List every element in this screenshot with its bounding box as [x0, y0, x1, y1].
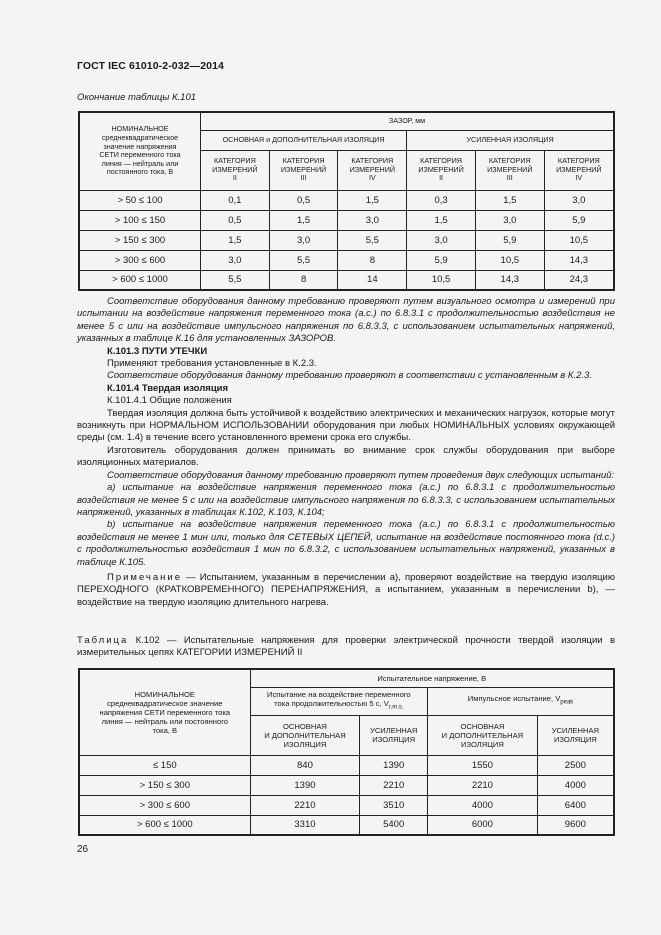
paragraph: Соответствие оборудования данному требованию проверяют путем визуального осмотра и измерений при испытании на воздействие напряжения переменного тока (а.с.) по 6.8.3.1 с продолжительностью воздействия не менее 5 с или на воздействие импульсного напряжения по 6.8.3.3, с использованием испытательных напряжений, указанных в таблице К.16 для установленных ЗАЗОРОВ.: [77, 296, 615, 345]
category-header: КАТЕГОРИЯ ИЗМЕРЕНИЙ III: [269, 150, 338, 190]
paragraph: Соответствие оборудования данному требованию проверяют в соответствии с установленным в К.2.3.: [107, 370, 592, 382]
category-header: КАТЕГОРИЯ ИЗМЕРЕНИЙ III: [475, 150, 544, 190]
body-text: [77, 296, 615, 609]
page-number: 26: [77, 844, 89, 855]
category-header: КАТЕГОРИЯ ИЗМЕРЕНИЙ IV: [338, 150, 407, 190]
paragraph: К.101.4.1 Общие положения: [107, 395, 232, 407]
table-102-caption: Таблица К.102 — Испытательные напряжения для проверки электрической прочности твердой изоляции в измерительных цепях КАТЕГОРИИ ИЗМЕРЕНИЙ II: [77, 635, 615, 659]
note: [77, 572, 615, 609]
basic-insulation-header: ОСНОВНАЯ И ДОПОЛНИТЕЛЬНАЯ ИЗОЛЯЦИЯ: [250, 715, 360, 755]
table-row: > 600 ≤ 1000 5,5 8 14 10,5 14,3 24,3: [79, 270, 614, 290]
group-basic-header: ОСНОВНАЯ и ДОПОЛНИТЕЛЬНАЯ ИЗОЛЯЦИЯ: [201, 130, 407, 150]
page-header: ГОСТ IEC 61010-2-032—2014: [77, 60, 224, 72]
list-item: а) испытание на воздействие напряжения переменного тока (а.с.) по 6.8.3.1 с продолжительностью воздействия не менее 5 с или на воздействие импульсного напряжения по 6.8.3.3, с использованием испытательных напряжений, указанных в таблицах К.102, К.103, К.104;: [77, 482, 615, 518]
group-reinforced-header: УСИЛЕННАЯ ИЗОЛЯЦИЯ: [407, 130, 614, 150]
row-header-cell: НОМИНАЛЬНОЕ среднеквадратическое значение напряжения СЕТИ переменного тока линия — нейтраль или постоянного тока, В: [79, 112, 201, 190]
table-row: > 300 ≤ 600 2210 3510 4000 6400: [79, 795, 614, 815]
category-header: КАТЕГОРИЯ ИЗМЕРЕНИЙ IV: [544, 150, 614, 190]
basic-insulation-header: ОСНОВНАЯ И ДОПОЛНИТЕЛЬНАЯ ИЗОЛЯЦИЯ: [428, 715, 538, 755]
ac-test-header: Испытание на воздействие переменного тока продолжительностью 5 с, $V_{r.m.s.}$: [250, 687, 427, 715]
list-item: b) испытание на воздействие напряжения переменного тока (а.с.) по 6.8.3.1 с продолжительностью воздействия не менее 1 мин или, только для СЕТЕВЫХ ЦЕПЕЙ, испытание на воздействие постоянного тока (d.c.) с продолжительностью воздействия 1 мин по 6.8.3.2, с использованием испытательных напряжений, указанных в таблице К.105.: [77, 519, 615, 568]
table-101-caption: Окончание таблицы К.101: [77, 92, 197, 103]
table-row: > 600 ≤ 1000 3310 5400 6000 9600: [79, 815, 614, 835]
table-row: > 50 ≤ 100 0,1 0,5 1,5 0,3 1,5 3,0: [79, 190, 614, 210]
paragraph: Соответствие оборудования данному требованию проверяют путем проведения двух следующих испытаний:: [107, 469, 615, 481]
section-heading: К.101.4 Твердая изоляция: [107, 382, 229, 394]
table-row: > 300 ≤ 600 3,0 5,5 8 5,9 10,5 14,3: [79, 250, 614, 270]
note-text: — Испытанием, указанным в перечислении а), проверяют воздействие на твердую изоляцию ПЕРЕХОДНОГО (КРАТКОВРЕМЕННОГО) ПЕРЕНАПРЯЖЕНИЯ, а испытанием, указанным в перечислении b), — воздействие на твердую изоляцию длительного нагрева.: [77, 571, 615, 608]
table-101: [78, 111, 615, 291]
note-label: Примечание: [107, 571, 182, 583]
section-heading: К.101.3 ПУТИ УТЕЧКИ: [107, 345, 208, 357]
paragraph: Изготовитель оборудования должен принимать во внимание срок службы оборудования при выборе изоляционных материалов.: [77, 444, 615, 469]
category-header: КАТЕГОРИЯ ИЗМЕРЕНИЙ II: [407, 150, 476, 190]
row-header-cell: НОМИНАЛЬНОЕ среднеквадратическое значение напряжения СЕТИ переменного тока линия — нейтраль или постоянного тока, В: [79, 669, 250, 755]
table-row: > 150 ≤ 300 1390 2210 2210 4000: [79, 775, 614, 795]
table-102: [78, 668, 615, 836]
reinforced-insulation-header: УСИЛЕННАЯ ИЗОЛЯЦИЯ: [360, 715, 428, 755]
table-row: > 150 ≤ 300 1,5 3,0 5,5 3,0 5,9 10,5: [79, 230, 614, 250]
category-header: КАТЕГОРИЯ ИЗМЕРЕНИЙ II: [201, 150, 270, 190]
paragraph: Применяют требования установленные в К.2.3.: [107, 358, 317, 370]
table-row: ≤ 150 840 1390 1550 2500: [79, 755, 614, 775]
table-row: > 100 ≤ 150 0,5 1,5 3,0 1,5 3,0 5,9: [79, 210, 614, 230]
impulse-test-header: Импульсное испытание, $V_{peak}$: [428, 687, 614, 715]
paragraph: Твердая изоляция должна быть устойчивой к воздействию электрических и механических нагрузок, которые могут возникнуть при НОРМАЛЬНОМ ИСПОЛЬЗОВАНИИ оборудования при любых НОМИНАЛЬНЫХ условиях окружающей среды (см. 1.4) в течение всего установленного времени срока его службы.: [77, 407, 615, 444]
zazor-header: ЗАЗОР, мм: [201, 112, 615, 130]
test-voltage-header: Испытательное напряжение, В: [250, 669, 614, 687]
reinforced-insulation-header: УСИЛЕННАЯ ИЗОЛЯЦИЯ: [537, 715, 614, 755]
